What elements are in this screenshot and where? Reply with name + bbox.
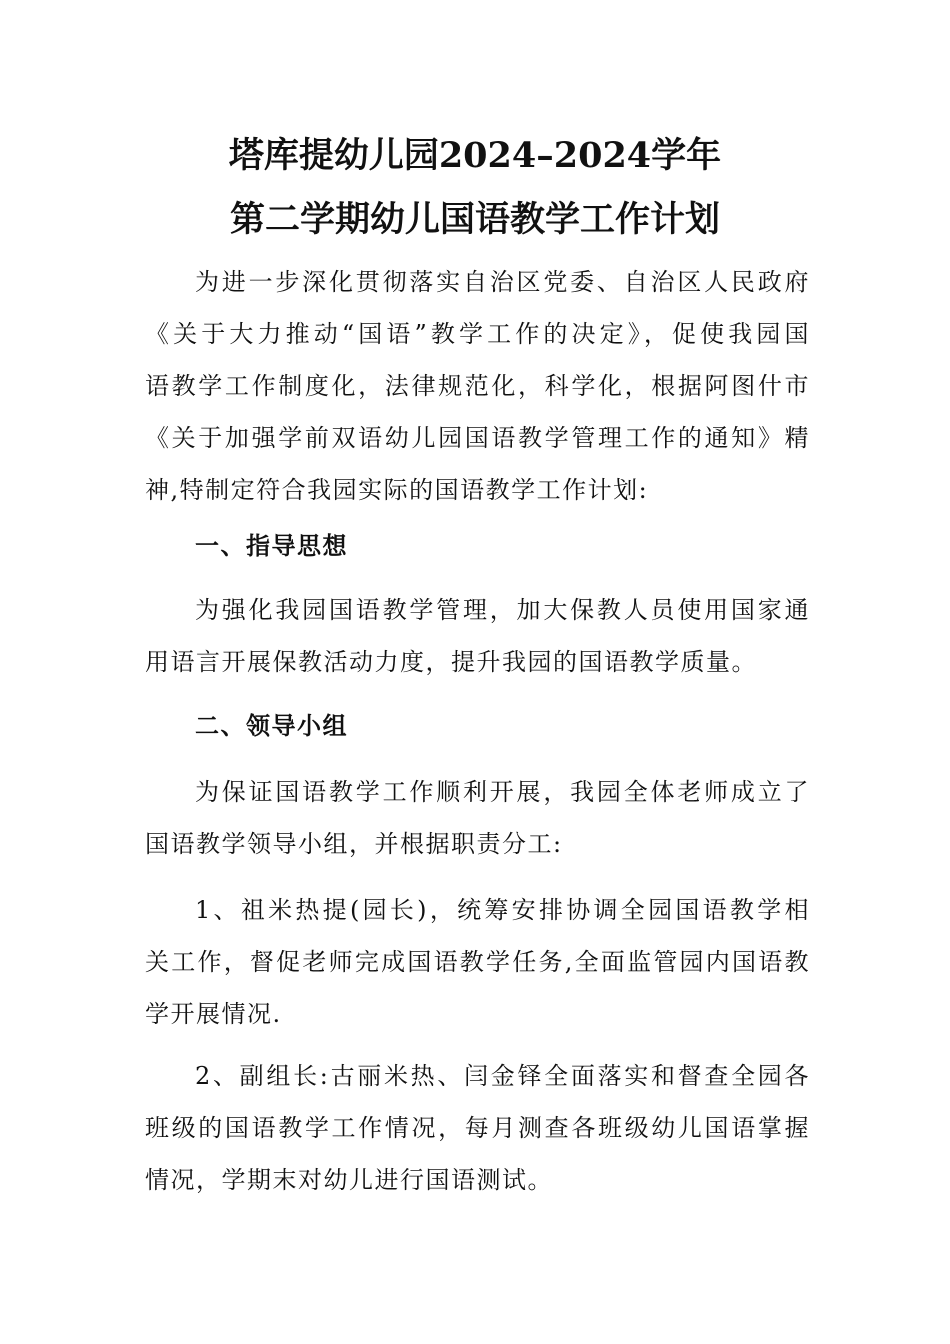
paragraph-line: 关工作，督促老师完成国语教学任务,全面监管园内国语教 — [145, 948, 810, 976]
paragraph-line: 国语教学领导小组，并根据职责分工: — [145, 830, 563, 858]
paragraph-line: 为进一步深化贯彻落实自治区党委、自治区人民政府 — [195, 268, 810, 296]
section-heading-leadership-group: 二、领导小组 — [195, 711, 348, 740]
leadership-group-paragraph — [145, 766, 810, 870]
paragraph-line: 用语言开展保教活动力度，提升我园的国语教学质量。 — [145, 648, 757, 676]
paragraph-line: 2、副组长:古丽米热、闫金铎全面落实和督查全园各 — [195, 1062, 810, 1090]
paragraph-line: 1、祖米热提(园长)，统筹安排协调全园国语教学相 — [195, 896, 810, 924]
intro-paragraph — [145, 256, 810, 516]
paragraph-line: 语教学工作制度化，法律规范化，科学化，根据阿图什市 — [145, 372, 810, 400]
paragraph-line: 《关于大力推动“国语”教学工作的决定》，促使我园国 — [145, 320, 810, 348]
guiding-ideology-paragraph — [145, 584, 810, 688]
list-item-deputy-leaders — [145, 1050, 810, 1206]
paragraph-line: 《关于加强学前双语幼儿园国语教学管理工作的通知》精 — [145, 424, 810, 452]
paragraph-line: 情况，学期末对幼儿进行国语测试。 — [145, 1166, 553, 1194]
paragraph-line: 学开展情况. — [145, 1000, 282, 1028]
section-heading-guiding-ideology: 一、指导思想 — [195, 531, 348, 560]
paragraph-line: 班级的国语教学工作情况，每月测查各班级幼儿国语掌握 — [145, 1114, 810, 1142]
document-title-line-2: 第二学期幼儿国语教学工作计划 — [229, 199, 720, 240]
paragraph-line: 神,特制定符合我园实际的国语教学工作计划: — [145, 476, 649, 504]
document-title-line-1: 塔库提幼儿园2024–2024学年 — [228, 135, 722, 176]
paragraph-line: 为保证国语教学工作顺利开展，我园全体老师成立了 — [195, 778, 810, 806]
paragraph-line: 为强化我园国语教学管理，加大保教人员使用国家通 — [195, 596, 810, 624]
list-item-director — [145, 884, 810, 1040]
